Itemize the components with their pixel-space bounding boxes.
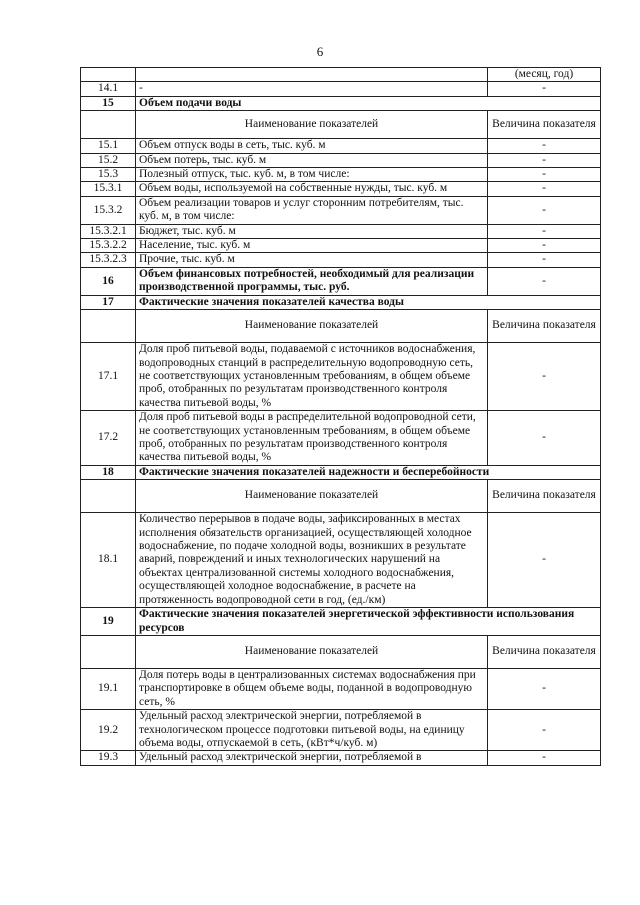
section-number: 19 bbox=[81, 608, 136, 636]
row-text: Полезный отпуск, тыс. куб. м, в том числе: bbox=[136, 168, 488, 182]
table-row bbox=[81, 636, 601, 669]
table-row bbox=[81, 153, 601, 167]
table-row bbox=[81, 111, 601, 139]
table-row bbox=[81, 295, 601, 309]
row-value: - bbox=[488, 513, 601, 608]
table-row bbox=[81, 608, 601, 636]
header-name: Наименование показателей bbox=[136, 111, 488, 139]
table-row bbox=[81, 68, 601, 82]
header-value: Величина показателя bbox=[488, 310, 601, 343]
row-number: 19.2 bbox=[81, 710, 136, 751]
row-number: 15.2 bbox=[81, 153, 136, 167]
table-row bbox=[81, 411, 601, 466]
table-row bbox=[81, 224, 601, 238]
row-number: 15.3.2.1 bbox=[81, 224, 136, 238]
header-blank bbox=[81, 480, 136, 513]
section-number: 18 bbox=[81, 465, 136, 479]
row-text: Удельный расход электрической энергии, потребляемой в bbox=[136, 751, 488, 765]
row-text: Объем реализации товаров и услуг сторонним потребителям, тыс. куб. м, в том числе: bbox=[136, 196, 488, 224]
table-row bbox=[81, 196, 601, 224]
row-value: - bbox=[488, 196, 601, 224]
row-text: - bbox=[136, 82, 488, 96]
row-text: Объем отпуск воды в сеть, тыс. куб. м bbox=[136, 139, 488, 153]
table-row bbox=[81, 267, 601, 295]
table-row bbox=[81, 710, 601, 751]
table-row bbox=[81, 96, 601, 110]
section-title: Фактические значения показателей надежности и бесперебойности bbox=[136, 465, 601, 479]
row-number: 15.3.2.2 bbox=[81, 239, 136, 253]
row-number: 14.1 bbox=[81, 82, 136, 96]
row-text: Доля проб питьевой воды в распределительной водопроводной сети, не соответствующих установленным требованиям, в общем объеме проб, отобранных по результатам производственного контроля качества питьевой воды, % bbox=[136, 411, 488, 466]
row-number: 16 bbox=[81, 267, 136, 295]
table-row bbox=[81, 253, 601, 267]
header-value: Величина показателя bbox=[488, 636, 601, 669]
row-text: Доля проб питьевой воды, подаваемой с источников водоснабжения, водопроводных станций в распределительную водопроводную сеть, не соответствующих установленным требованиям, в общем объеме проб, отобранных по результатам производственного контроля качества питьевой воды, % bbox=[136, 343, 488, 411]
row-text: Количество перерывов в подаче воды, зафиксированных в местах исполнения обязательств организацией, осуществляющей холодное водоснабжение, по подаче холодной воды, возникших в результате аварий, повреждений и иных технологических нарушений на объектах централизованной системы холодного водоснабжения, осуществляющей холодное водоснабжение, в расчете на протяженность водопроводной сети в год, (ед./км) bbox=[136, 513, 488, 608]
row-value: - bbox=[488, 139, 601, 153]
header-blank bbox=[81, 111, 136, 139]
header-value: Величина показателя bbox=[488, 480, 601, 513]
section-title: Объем подачи воды bbox=[136, 96, 601, 110]
row-value: - bbox=[488, 710, 601, 751]
page-number: 6 bbox=[316, 44, 324, 59]
row-text: Бюджет, тыс. куб. м bbox=[136, 224, 488, 238]
row-number: 15.1 bbox=[81, 139, 136, 153]
header-name: Наименование показателей bbox=[136, 636, 488, 669]
row-value: - bbox=[488, 82, 601, 96]
row-text: Объем воды, используемой на собственные нужды, тыс. куб. м bbox=[136, 182, 488, 196]
table-row bbox=[81, 513, 601, 608]
row-value: - bbox=[488, 253, 601, 267]
row-value: - bbox=[488, 751, 601, 765]
row-text bbox=[136, 68, 488, 82]
header-name: Наименование показателей bbox=[136, 310, 488, 343]
row-text: Удельный расход электрической энергии, потребляемой в технологическом процессе подготовки питьевой воды, на единицу объема воды, отпускаемой в сеть, (кВт*ч/куб. м) bbox=[136, 710, 488, 751]
section-title: Фактические значения показателей энергетической эффективности использования ресурсов bbox=[136, 608, 601, 636]
row-text: Объем финансовых потребностей, необходимый для реализации производственной программы, тыс. руб. bbox=[136, 267, 488, 295]
row-number: 15.3.2 bbox=[81, 196, 136, 224]
row-value: - bbox=[488, 669, 601, 710]
table-row bbox=[81, 168, 601, 182]
header-blank bbox=[81, 310, 136, 343]
row-number: 19.3 bbox=[81, 751, 136, 765]
row-text: Доля потерь воды в централизованных системах водоснабжения при транспортировке в общем объеме воды, поданной в водопроводную сеть, % bbox=[136, 669, 488, 710]
section-number: 17 bbox=[81, 295, 136, 309]
row-value: - bbox=[488, 168, 601, 182]
row-value: - bbox=[488, 239, 601, 253]
indicators-table bbox=[80, 67, 601, 766]
row-number: 15.3 bbox=[81, 168, 136, 182]
row-number: 19.1 bbox=[81, 669, 136, 710]
row-value: - bbox=[488, 224, 601, 238]
row-value: - bbox=[488, 343, 601, 411]
row-text: Население, тыс. куб. м bbox=[136, 239, 488, 253]
table-row bbox=[81, 310, 601, 343]
row-number bbox=[81, 68, 136, 82]
header-name: Наименование показателей bbox=[136, 480, 488, 513]
header-blank bbox=[81, 636, 136, 669]
row-value: - bbox=[488, 267, 601, 295]
table-row bbox=[81, 82, 601, 96]
row-number: 17.1 bbox=[81, 343, 136, 411]
row-number: 17.2 bbox=[81, 411, 136, 466]
row-number: 18.1 bbox=[81, 513, 136, 608]
table-row bbox=[81, 182, 601, 196]
row-number: 15.3.1 bbox=[81, 182, 136, 196]
row-value: - bbox=[488, 411, 601, 466]
row-text: Объем потерь, тыс. куб. м bbox=[136, 153, 488, 167]
table-row bbox=[81, 343, 601, 411]
table-row bbox=[81, 480, 601, 513]
table-row bbox=[81, 669, 601, 710]
table-row bbox=[81, 139, 601, 153]
table-row bbox=[81, 465, 601, 479]
header-value: Величина показателя bbox=[488, 111, 601, 139]
table-row bbox=[81, 239, 601, 253]
row-value: - bbox=[488, 153, 601, 167]
section-title: Фактические значения показателей качества воды bbox=[136, 295, 601, 309]
table-row bbox=[81, 751, 601, 765]
row-number: 15.3.2.3 bbox=[81, 253, 136, 267]
row-value: (месяц, год) bbox=[488, 68, 601, 82]
row-value: - bbox=[488, 182, 601, 196]
row-text: Прочие, тыс. куб. м bbox=[136, 253, 488, 267]
section-number: 15 bbox=[81, 96, 136, 110]
